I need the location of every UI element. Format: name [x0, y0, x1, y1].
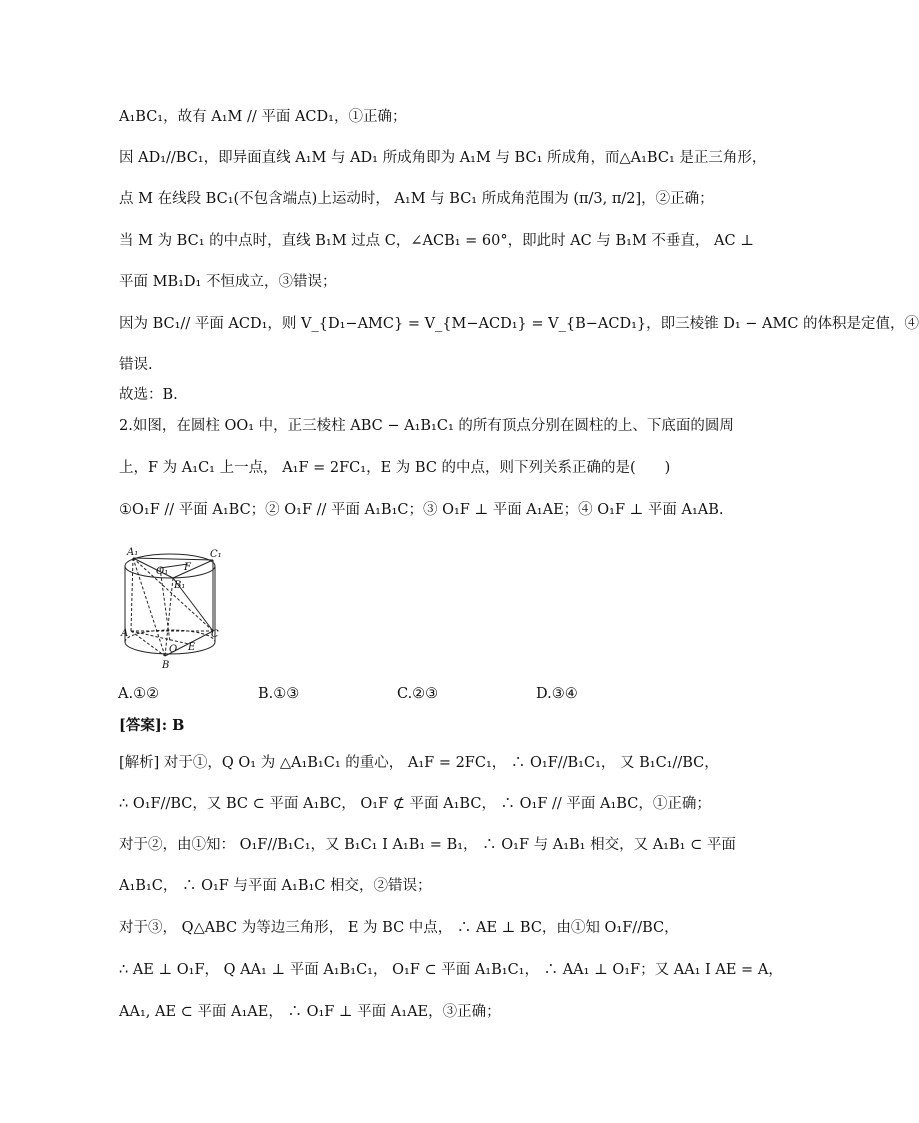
analysis-line-4: A₁B₁C， ∴ O₁F 与平面 A₁B₁C 相交，②错误； [119, 878, 432, 894]
label-B: B [162, 660, 170, 671]
text-line-7: 错误. [119, 357, 153, 373]
option-a: A.①② [118, 686, 160, 702]
label-O1: O₁ [156, 566, 169, 577]
label-B1: B₁ [174, 580, 186, 591]
text-line-4: 当 M 为 BC₁ 的中点时，直线 B₁M 过点 C，∠ACB₁ = 60°，即此时 AC 与 B₁M 不垂直， AC ⊥ [119, 233, 754, 249]
text-line-1: A₁BC₁，故有 A₁M // 平面 ACD₁，①正确； [119, 109, 407, 125]
analysis-line-6: ∴ AE ⊥ O₁F， Q AA₁ ⊥ 平面 A₁B₁C₁， O₁F ⊂ 平面 A₁B₁C₁， ∴ AA₁ ⊥ O₁F；又 AA₁ I AE = A， [119, 962, 783, 978]
text-line-6: 因为 BC₁// 平面 ACD₁，则 V_{D₁−AMC} = V_{M−ACD₁} = V_{B−ACD₁}，即三棱锥 D₁ − AMC 的体积是定值，④ [119, 316, 919, 332]
label-C: C [211, 629, 219, 640]
label-A1: A₁ [127, 547, 139, 558]
analysis-line-3: 对于②，由①知： O₁F//B₁C₁，又 B₁C₁ I A₁B₁ = B₁， ∴ O₁F 与 A₁B₁ 相交，又 A₁B₁ ⊂ 平面 [119, 837, 736, 853]
text-line-2: 因 AD₁//BC₁，即异面直线 A₁M 与 AD₁ 所成角即为 A₁M 与 BC₁ 所成角，而△A₁BC₁ 是正三角形， [119, 150, 767, 166]
question-2-line-2: 上，F 为 A₁C₁ 上一点， A₁F = 2FC₁，E 为 BC 的中点，则下列关系正确的是( ) [119, 460, 671, 476]
question-2-line-1: 2.如图，在圆柱 OO₁ 中，正三棱柱 ABC − A₁B₁C₁ 的所有顶点分别在圆柱的上、下底面的圆周 [119, 418, 734, 434]
text-line-8: 故选：B. [119, 387, 178, 403]
question-2-statements: ①O₁F // 平面 A₁BC；② O₁F // 平面 A₁B₁C；③ O₁F ⊥ 平面 A₁AE；④ O₁F ⊥ 平面 A₁AB. [119, 502, 724, 518]
option-c: C.②③ [397, 686, 439, 702]
label-F: F [184, 562, 191, 573]
analysis-line-7: AA₁, AE ⊂ 平面 A₁AE， ∴ O₁F ⊥ 平面 A₁AE，③正确； [119, 1004, 501, 1020]
label-O: O [169, 644, 178, 655]
cylinder-prism-figure [118, 546, 238, 671]
label-E: E [188, 642, 196, 653]
text-line-5: 平面 MB₁D₁ 不恒成立，③错误； [119, 274, 337, 290]
option-b: B.①③ [258, 686, 300, 702]
analysis-line-2: ∴ O₁F//BC，又 BC ⊂ 平面 A₁BC， O₁F ⊄ 平面 A₁BC， ∴ O₁F // 平面 A₁BC，①正确； [119, 796, 711, 812]
label-C1: C₁ [210, 549, 222, 560]
text-line-3: 点 M 在线段 BC₁(不包含端点)上运动时， A₁M 与 BC₁ 所成角范围为 (π/3, π/2]，②正确； [119, 191, 714, 207]
analysis-line-5: 对于③， Q△ABC 为等边三角形， E 为 BC 中点， ∴ AE ⊥ BC，由①知 O₁F//BC， [119, 920, 679, 936]
label-A: A [121, 628, 129, 639]
analysis-line-1: [解析] 对于①，Q O₁ 为 △A₁B₁C₁ 的重心， A₁F = 2FC₁， ∴ O₁F//B₁C₁， 又 B₁C₁//BC， [119, 755, 719, 771]
answer: [答案]: B [119, 717, 185, 734]
option-d: D.③④ [536, 686, 578, 702]
